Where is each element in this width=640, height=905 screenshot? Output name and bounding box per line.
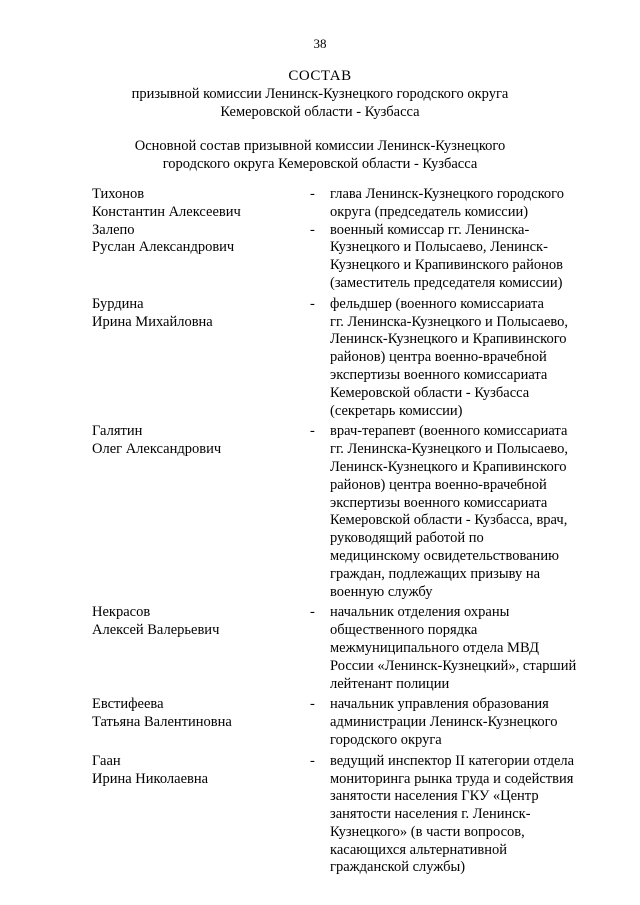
member-role xyxy=(330,753,612,878)
member-role-line: мониторинга рынка труда и содействия xyxy=(330,770,574,787)
member-row xyxy=(92,296,612,421)
member-surname: Залепо xyxy=(92,221,135,238)
member-role-line: (заместитель председателя комиссии) xyxy=(330,274,563,291)
member-role-line: экспертизы военного комиссариата xyxy=(330,366,548,383)
section-heading-line: городского округа Кемеровской области - Кузбасса xyxy=(162,156,478,172)
member-role-line: медицинскому освидетельствованию xyxy=(330,547,559,564)
member-role-line: гг. Ленинска-Кузнецкого и Полысаево, xyxy=(330,313,569,330)
member-role-line: Кузнецкого» (в части вопросов, xyxy=(330,823,525,840)
member-role-line: лейтенант полиции xyxy=(330,675,450,692)
member-name xyxy=(92,696,310,749)
member-given-names: Ирина Николаевна xyxy=(92,770,209,787)
member-role-line: Кузнецкого и Полысаево, Ленинск- xyxy=(330,239,548,256)
member-dash: - xyxy=(310,696,315,713)
member-role xyxy=(330,186,612,222)
title-line: призывной комиссии Ленинск-Кузнецкого городского округа xyxy=(131,86,509,102)
member-row xyxy=(92,423,612,601)
member-role-line: военный комиссар гг. Ленинска- xyxy=(330,221,530,238)
member-role-line: касающихся альтернативной xyxy=(330,841,508,858)
member-role xyxy=(330,423,612,601)
member-role-line: гражданской службы) xyxy=(330,859,466,876)
member-given-names: Константин Алексеевич xyxy=(92,203,241,220)
member-surname: Бурдина xyxy=(92,295,144,312)
member-role-line: Ленинск-Кузнецкого и Крапивинского xyxy=(330,331,567,348)
member-given-names: Руслан Александрович xyxy=(92,239,235,256)
member-name xyxy=(92,753,310,878)
member-role-line: фельдшер (военного комиссариата xyxy=(330,295,544,312)
title-line: СОСТАВ xyxy=(288,68,352,84)
member-row xyxy=(92,696,612,749)
member-dash: - xyxy=(310,752,315,769)
page-number: 38 xyxy=(313,36,327,51)
document-title xyxy=(0,67,640,121)
commission-member-list xyxy=(92,186,612,877)
member-surname: Гаан xyxy=(92,752,121,769)
member-role-line: (секретарь комиссии) xyxy=(330,402,463,419)
member-role-line: гг. Ленинска-Кузнецкого и Полысаево, xyxy=(330,441,569,458)
member-dash: - xyxy=(310,423,315,440)
member-role-line: межмуниципального отдела МВД xyxy=(330,639,539,656)
member-role-line: администрации Ленинск-Кузнецкого xyxy=(330,714,558,731)
member-given-names: Алексей Валерьевич xyxy=(92,622,220,639)
member-role-line: Кемеровской области - Кузбасса, врач, xyxy=(330,512,568,529)
member-name xyxy=(92,186,310,222)
member-role-line: Ленинск-Кузнецкого и Крапивинского xyxy=(330,458,567,475)
member-role-line: занятости населения г. Ленинск- xyxy=(330,806,531,823)
section-heading-line: Основной состав призывной комиссии Ленинск-Кузнецкого xyxy=(134,138,506,154)
member-surname: Тихонов xyxy=(92,186,145,202)
member-role-line: начальник отделения охраны xyxy=(330,604,510,621)
member-dash: - xyxy=(310,186,315,202)
member-dash: - xyxy=(310,604,315,621)
member-row xyxy=(92,186,612,222)
member-given-names: Татьяна Валентиновна xyxy=(92,714,232,731)
member-row xyxy=(92,753,612,878)
member-name xyxy=(92,296,310,421)
member-role-line: занятости населения ГКУ «Центр xyxy=(330,788,539,805)
member-row xyxy=(92,222,612,293)
member-role-line: глава Ленинск-Кузнецкого городского xyxy=(330,186,565,202)
member-surname: Евстифеева xyxy=(92,696,164,713)
member-row xyxy=(92,604,612,693)
member-role-line: врач-терапевт (военного комиссариата xyxy=(330,423,568,440)
member-dash: - xyxy=(310,295,315,312)
member-role-line: городского округа xyxy=(330,731,442,748)
member-role-line: районов) центра военно-врачебной xyxy=(330,476,547,493)
title-line: Кемеровской области - Кузбасса xyxy=(220,104,420,120)
member-role-line: граждан, подлежащих призыву на xyxy=(330,565,541,582)
member-role xyxy=(330,604,612,693)
member-role-line: округа (председатель комиссии) xyxy=(330,203,529,220)
member-role-line: районов) центра военно-врачебной xyxy=(330,349,547,366)
member-role xyxy=(330,696,612,749)
member-role-line: России «Ленинск-Кузнецкий», старший xyxy=(330,657,577,674)
member-role xyxy=(330,296,612,421)
member-role-line: Кемеровской области - Кузбасса xyxy=(330,384,530,401)
member-surname: Галятин xyxy=(92,423,143,440)
member-name xyxy=(92,222,310,293)
member-name xyxy=(92,423,310,601)
section-heading xyxy=(0,137,640,173)
member-given-names: Ирина Михайловна xyxy=(92,313,213,330)
member-role-line: военную службу xyxy=(330,583,433,600)
member-role-line: экспертизы военного комиссариата xyxy=(330,494,548,511)
member-role-line: Кузнецкого и Крапивинского районов xyxy=(330,257,563,274)
member-dash: - xyxy=(310,221,315,238)
member-given-names: Олег Александрович xyxy=(92,441,222,458)
member-role-line: начальник управления образования xyxy=(330,696,549,713)
member-surname: Некрасов xyxy=(92,604,151,621)
member-role xyxy=(330,222,612,293)
member-name xyxy=(92,604,310,693)
member-role-line: общественного порядка xyxy=(330,622,478,639)
member-role-line: ведущий инспектор II категории отдела xyxy=(330,752,575,769)
member-role-line: руководящий работой по xyxy=(330,530,484,547)
